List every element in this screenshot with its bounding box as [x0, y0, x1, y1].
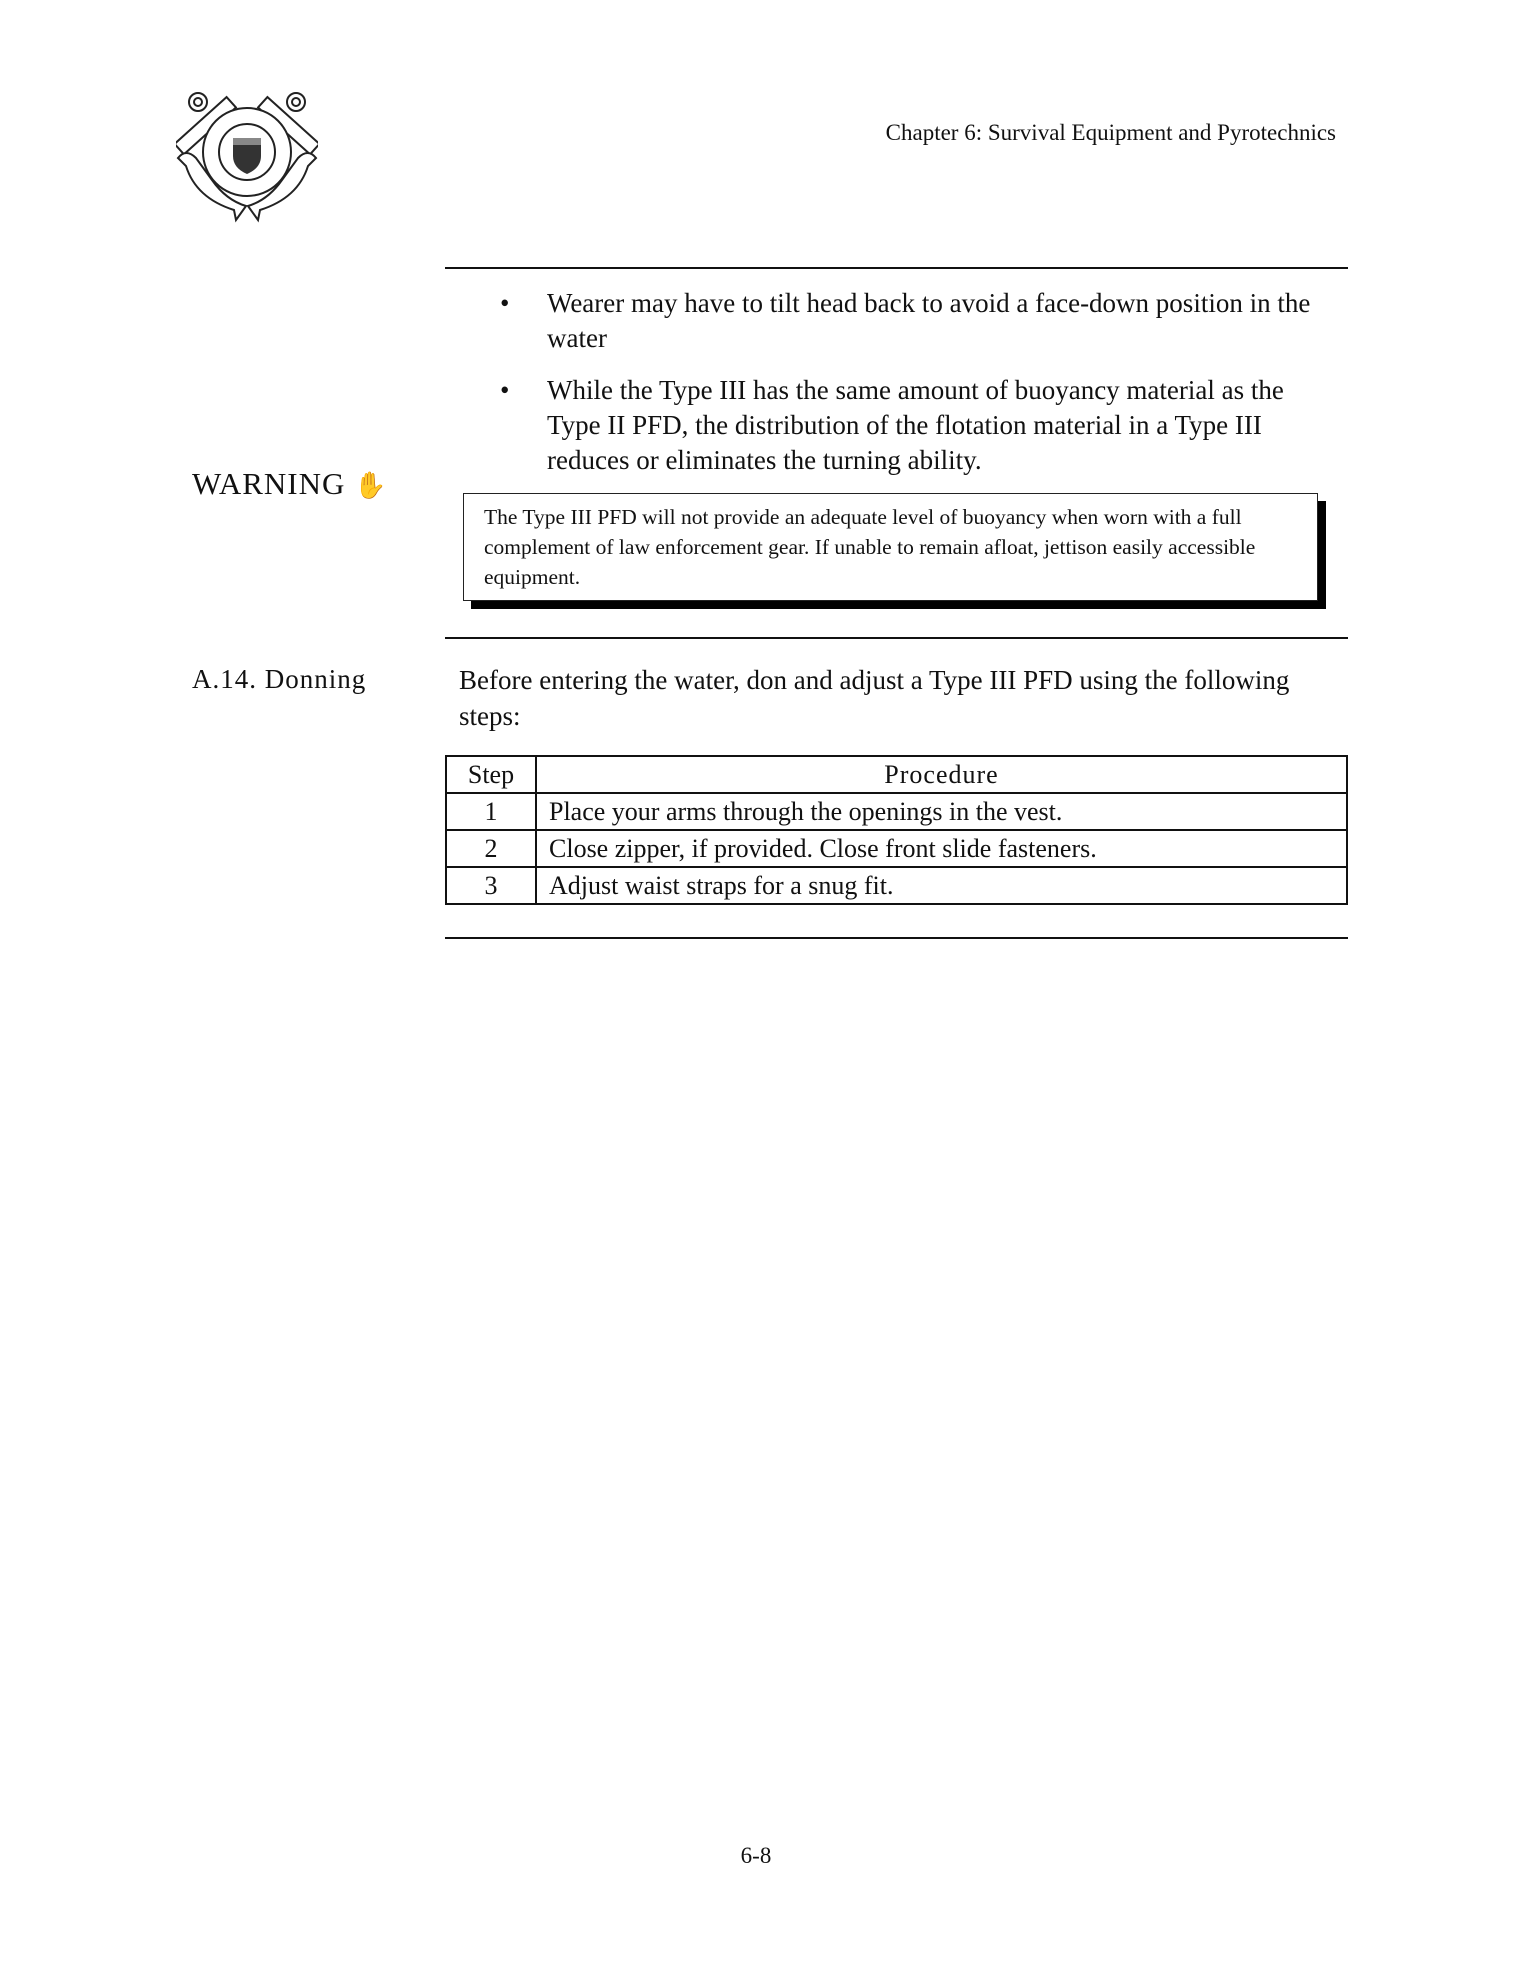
table-row: [446, 793, 1347, 830]
step-number: 3: [446, 867, 536, 904]
step-number: 2: [446, 830, 536, 867]
procedure-text: Adjust waist straps for a snug fit.: [536, 867, 1347, 904]
table-header-row: [446, 756, 1347, 793]
section-divider: [445, 637, 1348, 639]
column-header-procedure: Procedure: [536, 756, 1347, 793]
bullet-text: Wearer may have to tilt head back to avoid a face-down position in the water: [547, 288, 1311, 353]
bullet-symbol: •: [500, 375, 510, 405]
page-number: 6-8: [740, 1843, 772, 1868]
section-heading: A.14. Donning: [192, 664, 367, 694]
section-intro: Before entering the water, don and adjust a Type III PFD using the following steps:: [459, 665, 1290, 731]
warning-text: WARNING: [192, 466, 346, 501]
procedure-text: Place your arms through the openings in the vest.: [536, 793, 1347, 830]
section-divider: [445, 937, 1348, 939]
chapter-title: Chapter 6: Survival Equipment and Pyrotechnics: [885, 120, 1336, 145]
column-header-step: Step: [446, 756, 536, 793]
procedure-text: Close zipper, if provided. Close front slide fasteners.: [536, 830, 1347, 867]
step-number: 1: [446, 793, 536, 830]
bullet-text: While the Type III has the same amount of buoyancy material as the Type II PFD, the distribution of the flotation material in a Type III reduces or eliminates the turning ability.: [547, 375, 1284, 475]
warning-label: [192, 466, 388, 502]
bullet-symbol: •: [500, 288, 510, 318]
warning-box: [463, 493, 1318, 601]
table-row: [446, 867, 1347, 904]
warning-message: The Type III PFD will not provide an adequate level of buoyancy when worn with a full complement of law enforcement gear. If unable to remain afloat, jettison easily accessible equipment.: [484, 505, 1256, 589]
hand-stop-icon: ✋: [354, 471, 388, 500]
table-row: [446, 830, 1347, 867]
procedure-table: [445, 755, 1348, 905]
coast-guard-emblem-logo: [176, 88, 318, 224]
section-divider: [445, 267, 1348, 269]
